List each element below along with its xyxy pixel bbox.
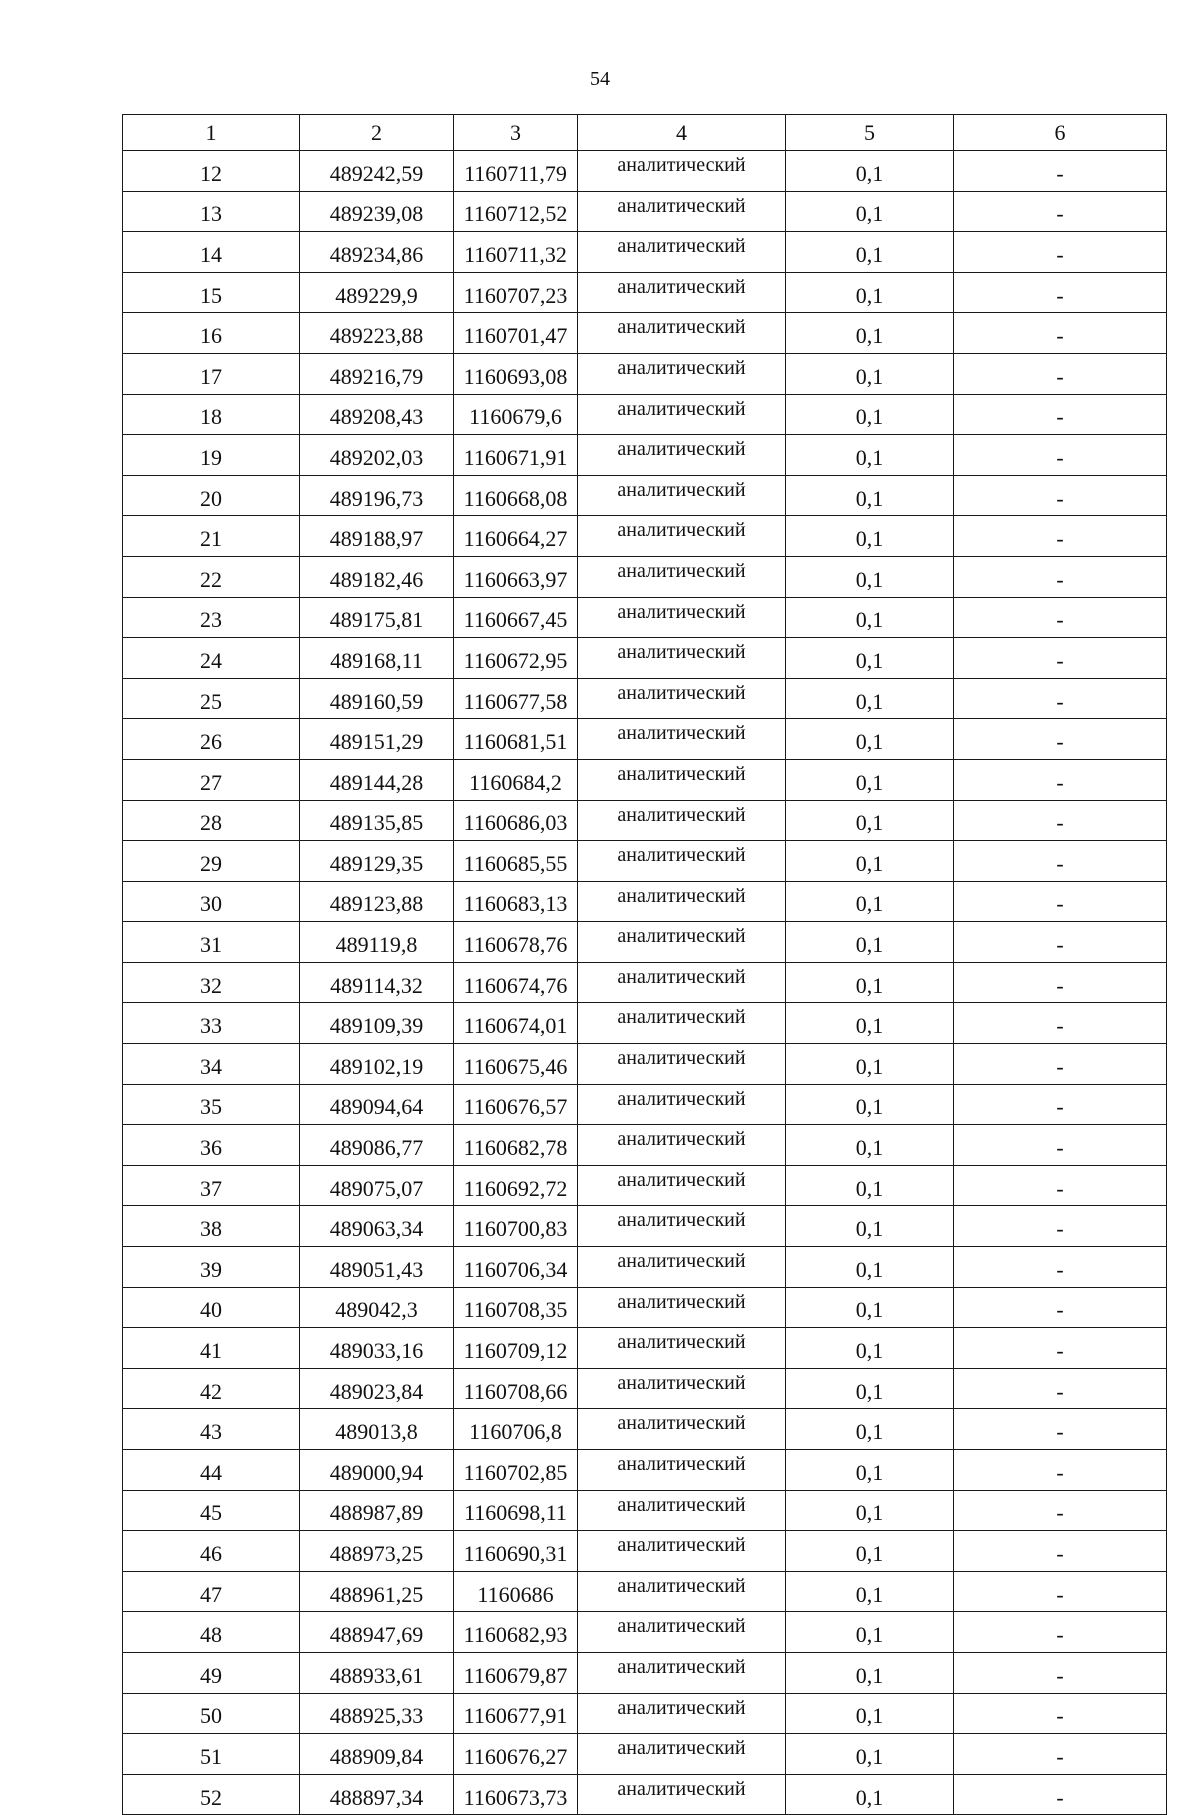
accuracy-cell: 0,1 — [786, 394, 954, 435]
x-coordinate-cell: 489102,19 — [300, 1044, 454, 1085]
point-number-cell: 52 — [123, 1774, 300, 1815]
point-number-cell: 30 — [123, 881, 300, 922]
point-number-cell: 19 — [123, 435, 300, 476]
x-coordinate-cell: 488909,84 — [300, 1734, 454, 1775]
note-cell: - — [954, 353, 1167, 394]
x-coordinate-cell: 489109,39 — [300, 1003, 454, 1044]
table-row — [123, 353, 1167, 394]
method-cell: аналитический — [578, 1084, 786, 1125]
note-cell: - — [954, 1409, 1167, 1450]
point-number-cell: 18 — [123, 394, 300, 435]
note-cell: - — [954, 435, 1167, 476]
table-row — [123, 1450, 1167, 1491]
y-coordinate-cell: 1160664,27 — [454, 516, 578, 557]
x-coordinate-cell: 489202,03 — [300, 435, 454, 476]
x-coordinate-cell: 489000,94 — [300, 1450, 454, 1491]
y-coordinate-cell: 1160679,87 — [454, 1652, 578, 1693]
x-coordinate-cell: 489234,86 — [300, 232, 454, 273]
y-coordinate-cell: 1160706,34 — [454, 1247, 578, 1288]
note-cell: - — [954, 759, 1167, 800]
point-number-cell: 26 — [123, 719, 300, 760]
y-coordinate-cell: 1160701,47 — [454, 313, 578, 354]
point-number-cell: 14 — [123, 232, 300, 273]
note-cell: - — [954, 1693, 1167, 1734]
method-cell: аналитический — [578, 1206, 786, 1247]
point-number-cell: 44 — [123, 1450, 300, 1491]
point-number-cell: 43 — [123, 1409, 300, 1450]
table-row — [123, 638, 1167, 679]
x-coordinate-cell: 489063,34 — [300, 1206, 454, 1247]
point-number-cell: 45 — [123, 1490, 300, 1531]
table-header-row — [123, 115, 1167, 151]
x-coordinate-cell: 489042,3 — [300, 1287, 454, 1328]
note-cell: - — [954, 556, 1167, 597]
point-number-cell: 36 — [123, 1125, 300, 1166]
note-cell: - — [954, 800, 1167, 841]
accuracy-cell: 0,1 — [786, 1450, 954, 1491]
table-row — [123, 1044, 1167, 1085]
method-cell: аналитический — [578, 1287, 786, 1328]
method-cell: аналитический — [578, 759, 786, 800]
accuracy-cell: 0,1 — [786, 759, 954, 800]
point-number-cell: 15 — [123, 272, 300, 313]
point-number-cell: 34 — [123, 1044, 300, 1085]
x-coordinate-cell: 488987,89 — [300, 1490, 454, 1531]
x-coordinate-cell: 489051,43 — [300, 1247, 454, 1288]
x-coordinate-cell: 489160,59 — [300, 678, 454, 719]
x-coordinate-cell: 489129,35 — [300, 841, 454, 882]
table-row — [123, 516, 1167, 557]
x-coordinate-cell: 489119,8 — [300, 922, 454, 963]
point-number-cell: 24 — [123, 638, 300, 679]
table-row — [123, 1774, 1167, 1815]
table-row — [123, 800, 1167, 841]
accuracy-cell: 0,1 — [786, 1287, 954, 1328]
point-number-cell: 28 — [123, 800, 300, 841]
column-header-6: 6 — [954, 115, 1167, 151]
accuracy-cell: 0,1 — [786, 1084, 954, 1125]
accuracy-cell: 0,1 — [786, 353, 954, 394]
point-number-cell: 32 — [123, 962, 300, 1003]
table-row — [123, 1490, 1167, 1531]
point-number-cell: 50 — [123, 1693, 300, 1734]
note-cell: - — [954, 1652, 1167, 1693]
y-coordinate-cell: 1160700,83 — [454, 1206, 578, 1247]
accuracy-cell: 0,1 — [786, 556, 954, 597]
x-coordinate-cell: 489094,64 — [300, 1084, 454, 1125]
point-number-cell: 42 — [123, 1368, 300, 1409]
table-row — [123, 272, 1167, 313]
accuracy-cell: 0,1 — [786, 841, 954, 882]
method-cell: аналитический — [578, 435, 786, 476]
accuracy-cell: 0,1 — [786, 638, 954, 679]
note-cell: - — [954, 1368, 1167, 1409]
y-coordinate-cell: 1160668,08 — [454, 475, 578, 516]
note-cell: - — [954, 1571, 1167, 1612]
note-cell: - — [954, 1084, 1167, 1125]
method-cell: аналитический — [578, 232, 786, 273]
point-number-cell: 17 — [123, 353, 300, 394]
note-cell: - — [954, 1774, 1167, 1815]
point-number-cell: 49 — [123, 1652, 300, 1693]
note-cell: - — [954, 151, 1167, 192]
table-row — [123, 881, 1167, 922]
note-cell: - — [954, 1247, 1167, 1288]
y-coordinate-cell: 1160690,31 — [454, 1531, 578, 1572]
y-coordinate-cell: 1160685,55 — [454, 841, 578, 882]
point-number-cell: 31 — [123, 922, 300, 963]
column-header-3: 3 — [454, 115, 578, 151]
accuracy-cell: 0,1 — [786, 1531, 954, 1572]
y-coordinate-cell: 1160677,58 — [454, 678, 578, 719]
method-cell: аналитический — [578, 1693, 786, 1734]
method-cell: аналитический — [578, 151, 786, 192]
accuracy-cell: 0,1 — [786, 1368, 954, 1409]
y-coordinate-cell: 1160708,66 — [454, 1368, 578, 1409]
x-coordinate-cell: 489151,29 — [300, 719, 454, 760]
note-cell: - — [954, 638, 1167, 679]
table-row — [123, 597, 1167, 638]
note-cell: - — [954, 191, 1167, 232]
method-cell: аналитический — [578, 922, 786, 963]
method-cell: аналитический — [578, 1571, 786, 1612]
point-number-cell: 16 — [123, 313, 300, 354]
method-cell: аналитический — [578, 841, 786, 882]
method-cell: аналитический — [578, 1165, 786, 1206]
accuracy-cell: 0,1 — [786, 313, 954, 354]
column-header-5: 5 — [786, 115, 954, 151]
column-header-1: 1 — [123, 115, 300, 151]
accuracy-cell: 0,1 — [786, 1612, 954, 1653]
method-cell: аналитический — [578, 313, 786, 354]
table-row — [123, 1734, 1167, 1775]
method-cell: аналитический — [578, 800, 786, 841]
note-cell: - — [954, 394, 1167, 435]
note-cell: - — [954, 881, 1167, 922]
page-number: 54 — [590, 68, 610, 90]
point-number-cell: 12 — [123, 151, 300, 192]
accuracy-cell: 0,1 — [786, 881, 954, 922]
y-coordinate-cell: 1160698,11 — [454, 1490, 578, 1531]
y-coordinate-cell: 1160706,8 — [454, 1409, 578, 1450]
table-row — [123, 1531, 1167, 1572]
accuracy-cell: 0,1 — [786, 678, 954, 719]
y-coordinate-cell: 1160667,45 — [454, 597, 578, 638]
accuracy-cell: 0,1 — [786, 1409, 954, 1450]
accuracy-cell: 0,1 — [786, 1734, 954, 1775]
method-cell: аналитический — [578, 962, 786, 1003]
note-cell: - — [954, 1003, 1167, 1044]
y-coordinate-cell: 1160675,46 — [454, 1044, 578, 1085]
note-cell: - — [954, 962, 1167, 1003]
point-number-cell: 51 — [123, 1734, 300, 1775]
y-coordinate-cell: 1160674,76 — [454, 962, 578, 1003]
accuracy-cell: 0,1 — [786, 922, 954, 963]
note-cell: - — [954, 1206, 1167, 1247]
method-cell: аналитический — [578, 1734, 786, 1775]
point-number-cell: 29 — [123, 841, 300, 882]
table-row — [123, 1693, 1167, 1734]
accuracy-cell: 0,1 — [786, 435, 954, 476]
x-coordinate-cell: 489135,85 — [300, 800, 454, 841]
table-row — [123, 962, 1167, 1003]
point-number-cell: 40 — [123, 1287, 300, 1328]
table-row — [123, 841, 1167, 882]
accuracy-cell: 0,1 — [786, 191, 954, 232]
method-cell: аналитический — [578, 516, 786, 557]
method-cell: аналитический — [578, 1328, 786, 1369]
table-row — [123, 1571, 1167, 1612]
x-coordinate-cell: 489239,08 — [300, 191, 454, 232]
note-cell: - — [954, 1165, 1167, 1206]
table-body — [123, 151, 1167, 1815]
table-row — [123, 1287, 1167, 1328]
accuracy-cell: 0,1 — [786, 1774, 954, 1815]
point-number-cell: 41 — [123, 1328, 300, 1369]
y-coordinate-cell: 1160681,51 — [454, 719, 578, 760]
accuracy-cell: 0,1 — [786, 597, 954, 638]
y-coordinate-cell: 1160692,72 — [454, 1165, 578, 1206]
table-row — [123, 1247, 1167, 1288]
x-coordinate-cell: 489242,59 — [300, 151, 454, 192]
y-coordinate-cell: 1160677,91 — [454, 1693, 578, 1734]
table-row — [123, 232, 1167, 273]
x-coordinate-cell: 489229,9 — [300, 272, 454, 313]
method-cell: аналитический — [578, 1125, 786, 1166]
accuracy-cell: 0,1 — [786, 1571, 954, 1612]
table-row — [123, 1328, 1167, 1369]
accuracy-cell: 0,1 — [786, 516, 954, 557]
note-cell: - — [954, 1450, 1167, 1491]
note-cell: - — [954, 1287, 1167, 1328]
accuracy-cell: 0,1 — [786, 719, 954, 760]
column-header-2: 2 — [300, 115, 454, 151]
note-cell: - — [954, 719, 1167, 760]
accuracy-cell: 0,1 — [786, 1652, 954, 1693]
method-cell: аналитический — [578, 1247, 786, 1288]
note-cell: - — [954, 1490, 1167, 1531]
x-coordinate-cell: 489023,84 — [300, 1368, 454, 1409]
table-row — [123, 1084, 1167, 1125]
accuracy-cell: 0,1 — [786, 962, 954, 1003]
y-coordinate-cell: 1160693,08 — [454, 353, 578, 394]
y-coordinate-cell: 1160686,03 — [454, 800, 578, 841]
y-coordinate-cell: 1160709,12 — [454, 1328, 578, 1369]
method-cell: аналитический — [578, 1450, 786, 1491]
y-coordinate-cell: 1160686 — [454, 1571, 578, 1612]
point-number-cell: 33 — [123, 1003, 300, 1044]
table-row — [123, 1003, 1167, 1044]
table-row — [123, 151, 1167, 192]
point-number-cell: 25 — [123, 678, 300, 719]
note-cell: - — [954, 597, 1167, 638]
method-cell: аналитический — [578, 1003, 786, 1044]
method-cell: аналитический — [578, 1652, 786, 1693]
table-row — [123, 313, 1167, 354]
x-coordinate-cell: 489075,07 — [300, 1165, 454, 1206]
method-cell: аналитический — [578, 638, 786, 679]
accuracy-cell: 0,1 — [786, 272, 954, 313]
x-coordinate-cell: 489086,77 — [300, 1125, 454, 1166]
note-cell: - — [954, 1612, 1167, 1653]
y-coordinate-cell: 1160672,95 — [454, 638, 578, 679]
method-cell: аналитический — [578, 881, 786, 922]
y-coordinate-cell: 1160676,57 — [454, 1084, 578, 1125]
method-cell: аналитический — [578, 1368, 786, 1409]
y-coordinate-cell: 1160707,23 — [454, 272, 578, 313]
accuracy-cell: 0,1 — [786, 232, 954, 273]
accuracy-cell: 0,1 — [786, 1490, 954, 1531]
accuracy-cell: 0,1 — [786, 1206, 954, 1247]
y-coordinate-cell: 1160712,52 — [454, 191, 578, 232]
method-cell: аналитический — [578, 1531, 786, 1572]
table-row — [123, 1368, 1167, 1409]
table-row — [123, 475, 1167, 516]
table-row — [123, 922, 1167, 963]
y-coordinate-cell: 1160711,32 — [454, 232, 578, 273]
method-cell: аналитический — [578, 556, 786, 597]
y-coordinate-cell: 1160679,6 — [454, 394, 578, 435]
table-row — [123, 1165, 1167, 1206]
y-coordinate-cell: 1160684,2 — [454, 759, 578, 800]
note-cell: - — [954, 678, 1167, 719]
accuracy-cell: 0,1 — [786, 1003, 954, 1044]
point-number-cell: 39 — [123, 1247, 300, 1288]
x-coordinate-cell: 488961,25 — [300, 1571, 454, 1612]
point-number-cell: 35 — [123, 1084, 300, 1125]
y-coordinate-cell: 1160674,01 — [454, 1003, 578, 1044]
method-cell: аналитический — [578, 1490, 786, 1531]
note-cell: - — [954, 313, 1167, 354]
point-number-cell: 37 — [123, 1165, 300, 1206]
note-cell: - — [954, 922, 1167, 963]
x-coordinate-cell: 489188,97 — [300, 516, 454, 557]
x-coordinate-cell: 488897,34 — [300, 1774, 454, 1815]
x-coordinate-cell: 489182,46 — [300, 556, 454, 597]
note-cell: - — [954, 1044, 1167, 1085]
note-cell: - — [954, 1734, 1167, 1775]
point-number-cell: 22 — [123, 556, 300, 597]
x-coordinate-cell: 489144,28 — [300, 759, 454, 800]
y-coordinate-cell: 1160702,85 — [454, 1450, 578, 1491]
x-coordinate-cell: 489114,32 — [300, 962, 454, 1003]
accuracy-cell: 0,1 — [786, 800, 954, 841]
accuracy-cell: 0,1 — [786, 1044, 954, 1085]
x-coordinate-cell: 489013,8 — [300, 1409, 454, 1450]
note-cell: - — [954, 272, 1167, 313]
x-coordinate-cell: 488973,25 — [300, 1531, 454, 1572]
accuracy-cell: 0,1 — [786, 1165, 954, 1206]
note-cell: - — [954, 232, 1167, 273]
note-cell: - — [954, 1125, 1167, 1166]
method-cell: аналитический — [578, 719, 786, 760]
y-coordinate-cell: 1160673,73 — [454, 1774, 578, 1815]
note-cell: - — [954, 1531, 1167, 1572]
method-cell: аналитический — [578, 475, 786, 516]
table-row — [123, 1125, 1167, 1166]
table-row — [123, 1612, 1167, 1653]
note-cell: - — [954, 516, 1167, 557]
method-cell: аналитический — [578, 678, 786, 719]
method-cell: аналитический — [578, 1612, 786, 1653]
accuracy-cell: 0,1 — [786, 1328, 954, 1369]
y-coordinate-cell: 1160682,93 — [454, 1612, 578, 1653]
accuracy-cell: 0,1 — [786, 475, 954, 516]
x-coordinate-cell: 489208,43 — [300, 394, 454, 435]
table-row — [123, 191, 1167, 232]
column-header-4: 4 — [578, 115, 786, 151]
method-cell: аналитический — [578, 1044, 786, 1085]
accuracy-cell: 0,1 — [786, 151, 954, 192]
point-number-cell: 21 — [123, 516, 300, 557]
point-number-cell: 48 — [123, 1612, 300, 1653]
table-row — [123, 759, 1167, 800]
table-row — [123, 1409, 1167, 1450]
y-coordinate-cell: 1160676,27 — [454, 1734, 578, 1775]
x-coordinate-cell: 489175,81 — [300, 597, 454, 638]
y-coordinate-cell: 1160671,91 — [454, 435, 578, 476]
x-coordinate-cell: 489223,88 — [300, 313, 454, 354]
point-number-cell: 13 — [123, 191, 300, 232]
x-coordinate-cell: 488947,69 — [300, 1612, 454, 1653]
method-cell: аналитический — [578, 1409, 786, 1450]
y-coordinate-cell: 1160682,78 — [454, 1125, 578, 1166]
method-cell: аналитический — [578, 353, 786, 394]
method-cell: аналитический — [578, 191, 786, 232]
y-coordinate-cell: 1160663,97 — [454, 556, 578, 597]
note-cell: - — [954, 475, 1167, 516]
point-number-cell: 20 — [123, 475, 300, 516]
y-coordinate-cell: 1160708,35 — [454, 1287, 578, 1328]
note-cell: - — [954, 841, 1167, 882]
table-row — [123, 1652, 1167, 1693]
table-row — [123, 394, 1167, 435]
y-coordinate-cell: 1160683,13 — [454, 881, 578, 922]
method-cell: аналитический — [578, 597, 786, 638]
method-cell: аналитический — [578, 1774, 786, 1815]
x-coordinate-cell: 489216,79 — [300, 353, 454, 394]
coordinates-table — [122, 114, 1167, 1815]
table-row — [123, 1206, 1167, 1247]
x-coordinate-cell: 489123,88 — [300, 881, 454, 922]
point-number-cell: 47 — [123, 1571, 300, 1612]
table-row — [123, 435, 1167, 476]
x-coordinate-cell: 489196,73 — [300, 475, 454, 516]
accuracy-cell: 0,1 — [786, 1247, 954, 1288]
method-cell: аналитический — [578, 272, 786, 313]
y-coordinate-cell: 1160711,79 — [454, 151, 578, 192]
accuracy-cell: 0,1 — [786, 1693, 954, 1734]
table-row — [123, 556, 1167, 597]
point-number-cell: 23 — [123, 597, 300, 638]
point-number-cell: 27 — [123, 759, 300, 800]
point-number-cell: 46 — [123, 1531, 300, 1572]
x-coordinate-cell: 489033,16 — [300, 1328, 454, 1369]
x-coordinate-cell: 489168,11 — [300, 638, 454, 679]
x-coordinate-cell: 488925,33 — [300, 1693, 454, 1734]
table-row — [123, 719, 1167, 760]
y-coordinate-cell: 1160678,76 — [454, 922, 578, 963]
point-number-cell: 38 — [123, 1206, 300, 1247]
table-row — [123, 678, 1167, 719]
accuracy-cell: 0,1 — [786, 1125, 954, 1166]
method-cell: аналитический — [578, 394, 786, 435]
x-coordinate-cell: 488933,61 — [300, 1652, 454, 1693]
note-cell: - — [954, 1328, 1167, 1369]
